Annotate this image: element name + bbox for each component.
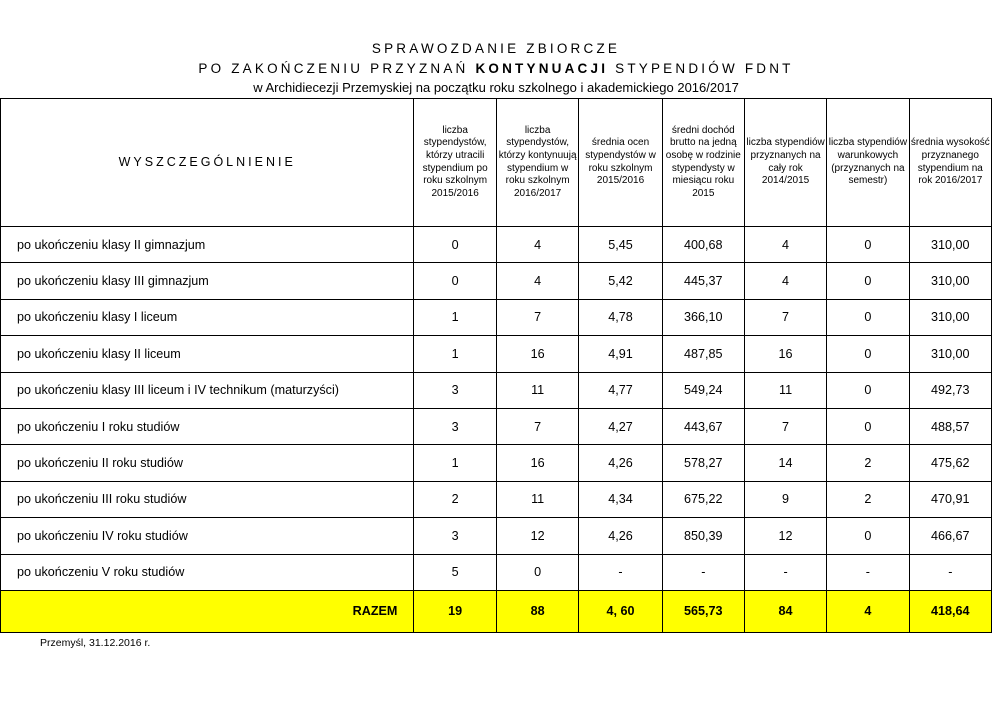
table-cell: 4,34 <box>579 481 662 517</box>
header-cell: średnia ocen stypendystów w roku szkolnym 2015/2016 <box>579 99 662 227</box>
total-label: RAZEM <box>1 590 414 632</box>
row-label: po ukończeniu III roku studiów <box>1 481 414 517</box>
table-row <box>1 227 992 263</box>
report-title: SPRAWOZDANIE ZBIORCZE <box>371 41 621 56</box>
table-cell: 549,24 <box>662 372 744 408</box>
total-cell: 19 <box>414 590 496 632</box>
table-cell: 4,91 <box>579 336 662 372</box>
table-cell: 16 <box>744 336 826 372</box>
table-cell: 11 <box>744 372 826 408</box>
table-cell: 12 <box>496 518 578 554</box>
header-cell: średni dochód brutto na jedną osobę w rodzinie stypendysty w miesiącu roku 2015 <box>662 99 744 227</box>
table-cell: 16 <box>496 336 578 372</box>
table-cell: 310,00 <box>909 299 991 335</box>
title-line2-bold: KONTYNUACJI <box>475 61 609 76</box>
table-cell: - <box>662 554 744 590</box>
table-cell: 0 <box>827 408 909 444</box>
table-cell: 0 <box>827 299 909 335</box>
footer-place-date: Przemyśl, 31.12.2016 r. <box>40 637 151 649</box>
table-cell: 3 <box>414 408 496 444</box>
total-cell: 565,73 <box>662 590 744 632</box>
table-cell: 1 <box>414 445 496 481</box>
row-label: po ukończeniu klasy I liceum <box>1 299 414 335</box>
table-cell: 4,26 <box>579 445 662 481</box>
table-cell: - <box>909 554 991 590</box>
table-cell: 5,45 <box>579 227 662 263</box>
table-cell: 475,62 <box>909 445 991 481</box>
table-cell: 0 <box>414 227 496 263</box>
table-body <box>1 227 992 633</box>
table-cell: 5,42 <box>579 263 662 299</box>
row-label: po ukończeniu klasy III gimnazjum <box>1 263 414 299</box>
table-cell: 445,37 <box>662 263 744 299</box>
header-row <box>1 99 992 227</box>
table-cell: 7 <box>744 299 826 335</box>
table-cell: 3 <box>414 372 496 408</box>
table-cell: 0 <box>496 554 578 590</box>
table-cell: - <box>579 554 662 590</box>
table-row <box>1 299 992 335</box>
table-cell: 4,27 <box>579 408 662 444</box>
total-cell: 84 <box>744 590 826 632</box>
table-cell: 2 <box>827 481 909 517</box>
table-cell: 0 <box>827 372 909 408</box>
header-cell: liczba stypendystów, którzy utracili stypendium po roku szkolnym 2015/2016 <box>414 99 496 227</box>
table-row <box>1 408 992 444</box>
header-cell: średnia wysokość przyznanego stypendium na rok 2016/2017 <box>909 99 991 227</box>
table-cell: - <box>744 554 826 590</box>
table-cell: 466,67 <box>909 518 991 554</box>
row-label: po ukończeniu klasy III liceum i IV technikum (maturzyści) <box>1 372 414 408</box>
table-cell: 0 <box>827 263 909 299</box>
table-row <box>1 518 992 554</box>
row-label: po ukończeniu I roku studiów <box>1 408 414 444</box>
table-row <box>1 481 992 517</box>
row-label: po ukończeniu V roku studiów <box>1 554 414 590</box>
table-cell: 11 <box>496 481 578 517</box>
title-line2-suffix: STYPENDIÓW FDNT <box>615 61 794 76</box>
table-cell: 1 <box>414 299 496 335</box>
table-cell: 4,78 <box>579 299 662 335</box>
header-cell: liczba stypendystów, którzy kontynuują stypendium w roku szkolnym 2016/2017 <box>496 99 578 227</box>
table-cell: 310,00 <box>909 336 991 372</box>
table-cell: 11 <box>496 372 578 408</box>
total-cell: 4, 60 <box>579 590 662 632</box>
table-cell: 310,00 <box>909 263 991 299</box>
total-cell: 4 <box>827 590 909 632</box>
report-subtitle: w Archidiecezji Przemyskiej na początku roku szkolnego i akademickiego 2016/2017 <box>253 80 739 95</box>
table-cell: 14 <box>744 445 826 481</box>
row-label: po ukończeniu klasy II liceum <box>1 336 414 372</box>
table-cell: 12 <box>744 518 826 554</box>
table-cell: 16 <box>496 445 578 481</box>
header-cell: liczba stypendiów warunkowych (przyznanych na semestr) <box>827 99 909 227</box>
table-row <box>1 445 992 481</box>
table-cell: 400,68 <box>662 227 744 263</box>
table-cell: 4 <box>496 227 578 263</box>
table-cell: - <box>827 554 909 590</box>
report-title-line2 <box>0 61 992 76</box>
table-row <box>1 336 992 372</box>
table-row <box>1 372 992 408</box>
table-cell: 366,10 <box>662 299 744 335</box>
table-cell: 2 <box>414 481 496 517</box>
table-cell: 9 <box>744 481 826 517</box>
header-cell: liczba stypendiów przyznanych na cały rok 2014/2015 <box>744 99 826 227</box>
table-cell: 5 <box>414 554 496 590</box>
summary-table <box>0 98 992 633</box>
table-cell: 443,67 <box>662 408 744 444</box>
table-cell: 578,27 <box>662 445 744 481</box>
table-cell: 4 <box>496 263 578 299</box>
table-cell: 4 <box>744 227 826 263</box>
row-label: po ukończeniu II roku studiów <box>1 445 414 481</box>
table-cell: 7 <box>496 408 578 444</box>
table-cell: 487,85 <box>662 336 744 372</box>
total-cell: 88 <box>496 590 578 632</box>
header-cell: WYSZCZEGÓLNIENIE <box>1 99 414 227</box>
table-cell: 7 <box>496 299 578 335</box>
table-cell: 310,00 <box>909 227 991 263</box>
table-row <box>1 554 992 590</box>
table-cell: 675,22 <box>662 481 744 517</box>
table-cell: 1 <box>414 336 496 372</box>
table-cell: 492,73 <box>909 372 991 408</box>
total-row <box>1 590 992 632</box>
table-cell: 0 <box>414 263 496 299</box>
table-cell: 0 <box>827 336 909 372</box>
table-cell: 850,39 <box>662 518 744 554</box>
title-line2-prefix: PO ZAKOŃCZENIU PRZYZNAŃ <box>198 61 469 76</box>
table-cell: 4,26 <box>579 518 662 554</box>
table-cell: 2 <box>827 445 909 481</box>
table-cell: 3 <box>414 518 496 554</box>
table-cell: 470,91 <box>909 481 991 517</box>
table-cell: 488,57 <box>909 408 991 444</box>
table-cell: 0 <box>827 227 909 263</box>
table-cell: 4,77 <box>579 372 662 408</box>
row-label: po ukończeniu IV roku studiów <box>1 518 414 554</box>
table-cell: 0 <box>827 518 909 554</box>
total-cell: 418,64 <box>909 590 991 632</box>
row-label: po ukończeniu klasy II gimnazjum <box>1 227 414 263</box>
table-cell: 4 <box>744 263 826 299</box>
table-row <box>1 263 992 299</box>
table-cell: 7 <box>744 408 826 444</box>
